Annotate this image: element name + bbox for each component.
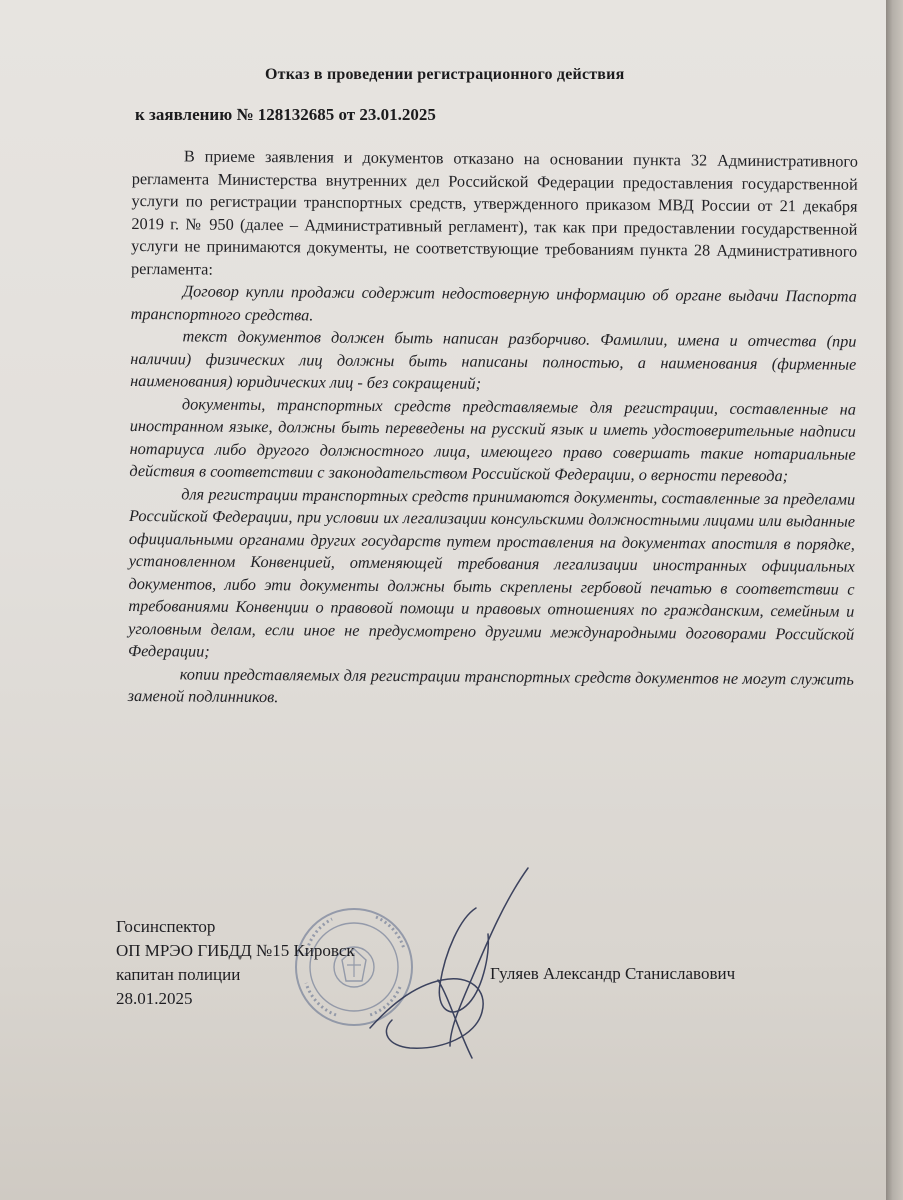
signatory-position: Госинспектор — [116, 917, 216, 936]
document-subtitle: к заявлению № 128132685 от 23.01.2025 — [135, 105, 436, 124]
page-edge-shadow — [886, 0, 903, 1200]
document-title: Отказ в проведении регистрационного действия — [265, 66, 625, 83]
paragraph-basis: В приеме заявления и документов отказано на основании пункта 32 Административного регламента Министерства внутренних дел Российской Федерации предоставления государственной услуги по регистрации транспортных средств, утвержденного приказом МВД России от 21 декабря 2019 г. № 950 (далее – Административный регламент), так как при предоставлении государственной услуги не принимаются документы, не соответствующие требованиям пункта 28 Административного регламента: — [130, 146, 858, 279]
signatory-rank: капитан полиции — [116, 965, 241, 984]
signatory-name: Гуляев Александр Станиславович — [490, 964, 736, 983]
document-body — [128, 145, 858, 713]
paragraph-requirement-legalization: для регистрации транспортных средств принимаются документы, составленные за пределами Российской Федерации, при условии их легализации консульскими должностными лицами или выданные официальными органами других государств путем проставления на документах апостиля в порядке, установленном Конвенцией, отменяющей требования легализации иностранных официальных документов, либо эти документы должны быть скреплены гербовой печатью в соответствии с требованиями Конвенции о правовой помощи и правовых отношениях по гражданским, семейным и уголовным делам, если иное не предусмотрено другими международными договорами Российской Федерации; — [127, 483, 856, 661]
paragraph-reason: Договор купли продажи содержит недостоверную информацию об органе выдачи Паспорта транспортного средства. — [130, 281, 857, 324]
signatory-department: ОП МРЭО ГИБДД №15 Кировск — [116, 941, 355, 960]
handwritten-signature-icon — [300, 860, 560, 1070]
paragraph-requirement-legibility: текст документов должен быть написан разборчиво. Фамилии, имена и отчества (при наличии) физических лиц должны быть написаны полностью, а наименования (фирменные наименования) юридических лиц - без сокращений; — [130, 326, 857, 393]
paragraph-requirement-translation: документы, транспортных средств представляемые для регистрации, составленные на иностранном языке, должны быть переведены на русский язык и иметь удостоверительные надписи нотариуса либо другого должностного лица, имеющего право совершать такие нотариальные действия в соответствии с законодательством Российской Федерации, о верности перевода; — [129, 393, 857, 486]
paragraph-requirement-originals: копии представляемых для регистрации транспортных средств документов не могут служить заменой подлинников. — [127, 663, 854, 707]
signature-date: 28.01.2025 — [116, 989, 193, 1008]
